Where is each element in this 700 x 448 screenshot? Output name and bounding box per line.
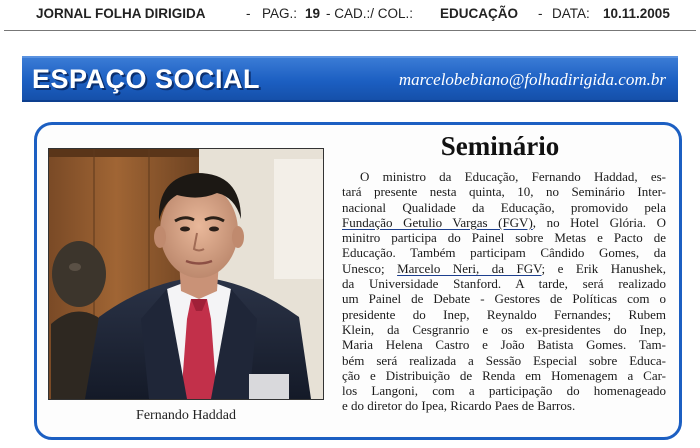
section-banner xyxy=(22,56,678,102)
article-line: um Painel de Debate - Gestores de Políticas com o xyxy=(342,291,666,307)
article-line: tará presente nesta quinta, 10, no Seminário Inter- xyxy=(342,184,666,200)
article-line: los Langoni, com a participação do homenageado xyxy=(342,383,666,399)
columnist-email: marcelobebiano@folhadirigida.com.br xyxy=(398,70,666,89)
article-line: O ministro da Educação, Fernando Haddad, es- xyxy=(360,169,666,184)
portrait-image xyxy=(49,149,323,399)
line-text: ; e Erik Hanushek, xyxy=(541,260,666,276)
article-line: bém será realizada a Sessão Especial sobre Educa- xyxy=(342,352,666,368)
section-label: - CAD.:/ COL.: xyxy=(326,6,414,21)
line-text: , no Hotel Glória. O xyxy=(532,214,666,230)
line-text: Unesco; xyxy=(342,260,398,276)
article-line: Maria Helena Castro e João Batista Gomes. Tam- xyxy=(342,337,666,353)
article-line xyxy=(342,261,666,276)
date-label: DATA: xyxy=(552,6,590,21)
article-title: Seminário xyxy=(440,131,560,161)
underlined-name: Marcelo Neri, da FGV xyxy=(397,260,542,276)
clipping-header xyxy=(0,0,700,36)
page-label: PAG.: xyxy=(262,6,298,21)
article-line: nacional Qualidade da Educação, promovido pela xyxy=(342,199,666,215)
article-line: minitro participa do Painel sobre Metas e Pacto de xyxy=(342,230,666,246)
banner-title: ESPAÇO SOCIAL xyxy=(32,64,261,94)
article-line: ção e Distribuição de Renda em Homenagem a Car- xyxy=(342,367,666,383)
header-separator: - xyxy=(246,6,251,21)
article-photo xyxy=(48,148,324,400)
article-line: presidente do Inep, Reynaldo Fernandes; Rubem xyxy=(342,306,666,322)
article-line: Educação. Também participam Cândido Gomes, da xyxy=(342,245,666,261)
date-value: 10.11.2005 xyxy=(603,6,670,21)
page-number: 19 xyxy=(305,6,321,21)
article-line: da Universidade Stanford. A tarde, será realizado xyxy=(342,276,666,292)
underlined-name: Fundação Getulio Vargas (FGV) xyxy=(342,214,533,230)
header-divider xyxy=(4,30,696,31)
article-line: e do diretor do Ipea, Ricardo Paes de Barros. xyxy=(342,398,576,414)
article-line xyxy=(342,215,666,230)
header-separator: - xyxy=(538,6,543,21)
article-body xyxy=(342,169,666,414)
section-name: EDUCAÇÃO xyxy=(440,6,519,21)
publication-name: JORNAL FOLHA DIRIGIDA xyxy=(36,6,206,21)
article-line: Klein, da Cesgranrio e os ex-presidentes do Inep, xyxy=(342,321,666,337)
photo-caption: Fernando Haddad xyxy=(136,408,236,423)
